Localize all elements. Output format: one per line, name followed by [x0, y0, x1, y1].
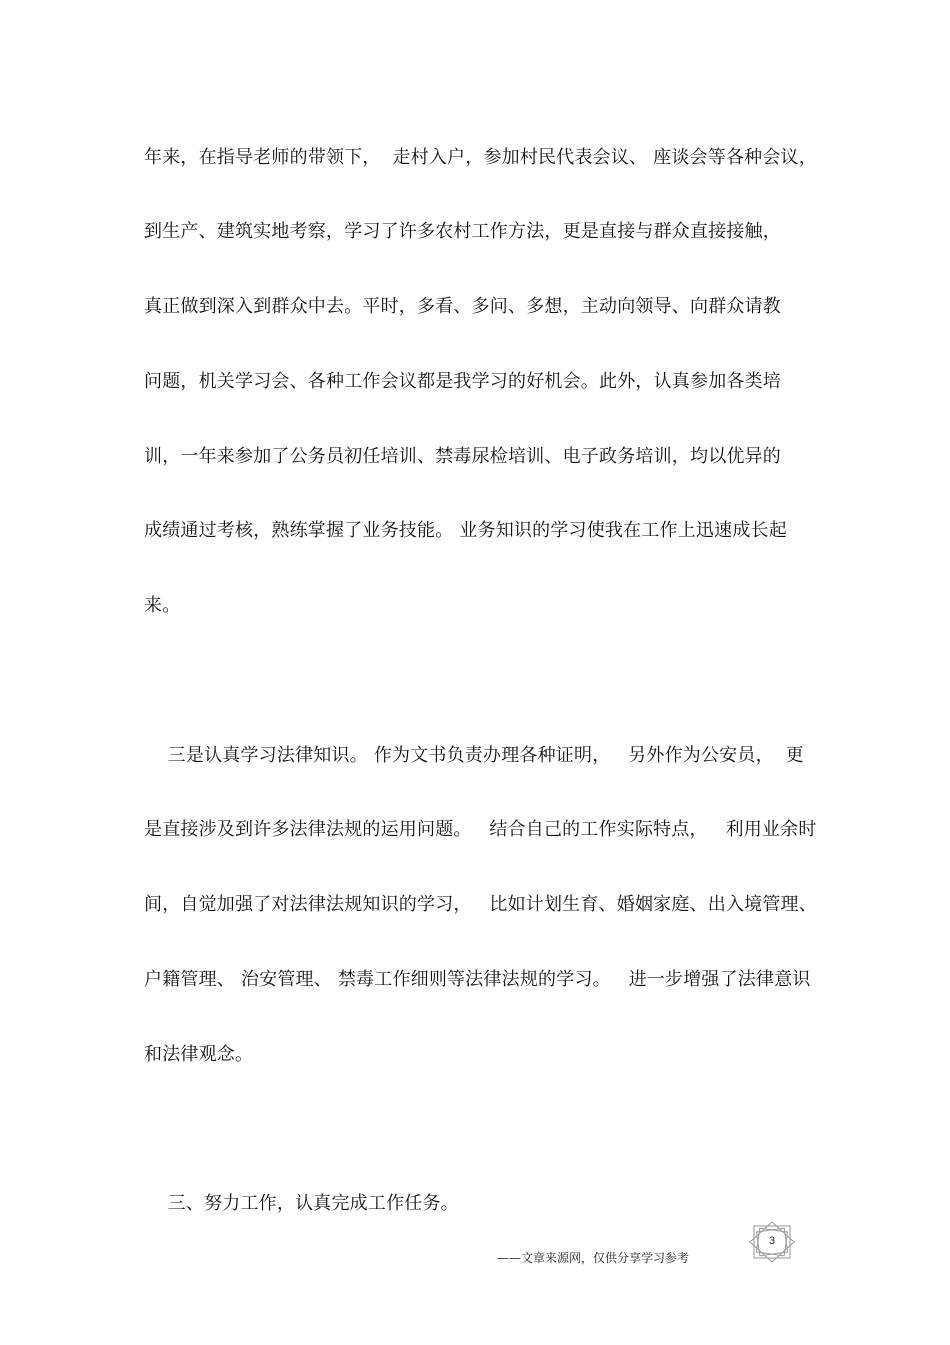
- paragraph-line: 三是认真学习法律知识。 作为文书负责办理各种证明， 另外作为公安员， 更: [144, 745, 804, 766]
- paragraph-line: 成绩通过考核，熟练掌握了业务技能。 业务知识的学习使我在工作上迅速成长起: [144, 520, 787, 541]
- paragraph-line: 年来，在指导老师的带领下， 走村入户，参加村民代表会议、 座谈会等各种会议，: [144, 147, 817, 168]
- footer-source-note: ——文章来源网，仅供分享学习参考: [497, 1251, 690, 1265]
- page-number: 3: [768, 1235, 776, 1247]
- paragraph-line: 和法律观念。: [144, 1044, 254, 1065]
- paragraph-line: 户籍管理、 治安管理、 禁毒工作细则等法律法规的学习。 进一步增强了法律意识: [144, 969, 811, 990]
- paragraph-line: 间，自觉加强了对法律法规知识的学习， 比如计划生育、婚姻家庭、出入境管理、: [144, 894, 817, 915]
- section-heading: 三、努力工作，认真完成工作任务。: [144, 1193, 459, 1214]
- page-number-badge: [748, 1222, 796, 1262]
- paragraph-line: 到生产、建筑实地考察，学习了许多农村工作方法，更是直接与群众直接接触，: [144, 221, 781, 242]
- paragraph-line: 训，一年来参加了公务员初任培训、禁毒尿检培训、电子政务培训，均以优异的: [144, 446, 781, 467]
- paragraph-line: 问题，机关学习会、各种工作会议都是我学习的好机会。此外，认真参加各类培: [144, 371, 781, 392]
- paragraph-line: 来。: [144, 595, 181, 616]
- paragraph-line: 是直接涉及到许多法律法规的运用问题。 结合自己的工作实际特点， 利用业余时: [144, 819, 817, 840]
- paragraph-line: 真正做到深入到群众中去。平时，多看、多问、多想，主动向领导、向群众请教: [144, 296, 781, 317]
